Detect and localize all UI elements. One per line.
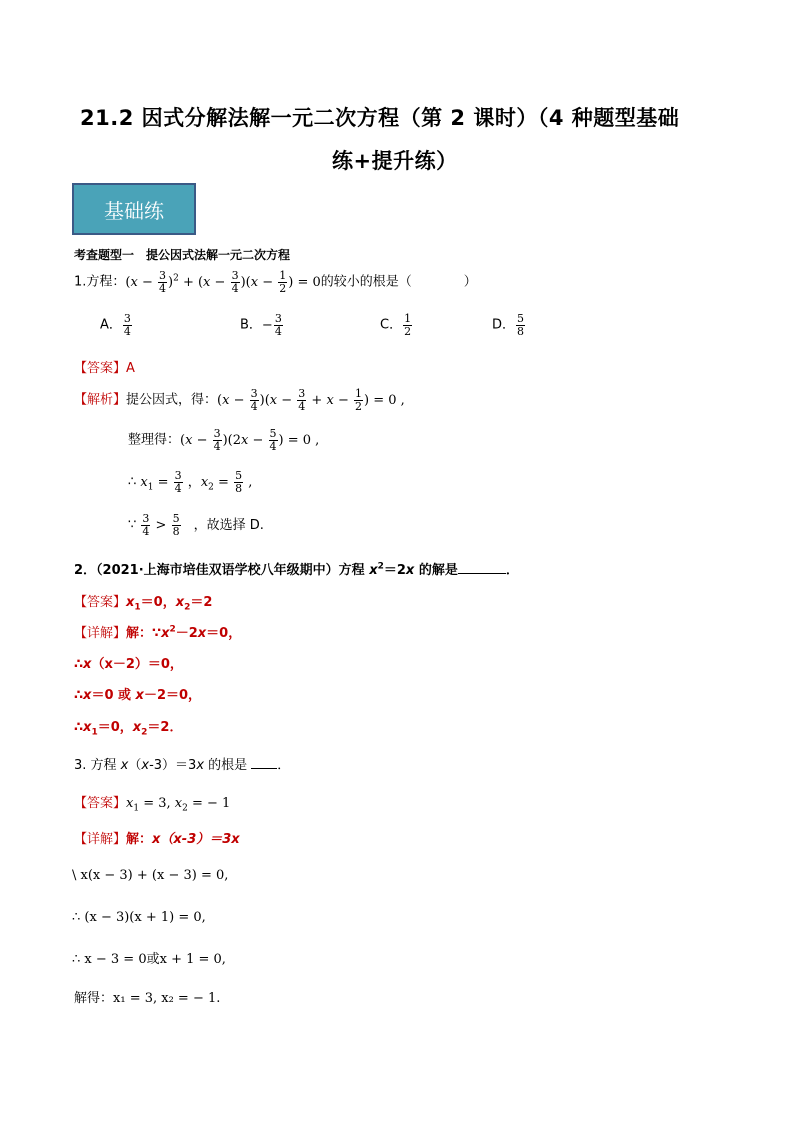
q3-detail: 【详解】解：x（x-3）＝3x — [74, 832, 240, 847]
answer-tag: 【答案】 — [74, 361, 127, 376]
q1-equation: (x − $\frac{3}{4}$ )$^2$ + (x − $\frac{3}{4}$ )(x − $\frac{1}{2}$ ) = 0 — [125, 269, 321, 295]
question-1 — [74, 270, 477, 294]
section-badge: 基础练 — [72, 183, 196, 235]
answer-tag: 【答案】 — [74, 796, 127, 811]
page-title-line-1: 21.2 因式分解法解一元二次方程（第 2 课时）（4 种题型基础 — [80, 106, 680, 130]
q3-line-1: \ x(x − 3) + (x − 3) = 0, — [72, 868, 229, 883]
q2-line-3: ∴x＝0 或 x－2＝0， — [74, 688, 202, 703]
q2-line-4: $\therefore x_1=0$，$x_2=2$． — [74, 720, 183, 738]
option-d: D． $\frac{5}{8}$ — [492, 312, 525, 338]
answer-tag: 【答案】 — [74, 595, 127, 610]
detail-tag: 【详解】 — [74, 626, 127, 641]
option-b: B．− $\frac{3}{4}$ — [240, 312, 282, 338]
option-a: A． $\frac{3}{4}$ — [100, 312, 131, 338]
answer-value: A — [126, 361, 135, 376]
question-3: 3. 方程 x（x-3）＝3x 的根是 ． — [74, 758, 291, 773]
q1-prefix: 1.方程： — [74, 274, 126, 290]
q3-solution: 解得：x₁ = 3, x₂ = − 1. — [74, 991, 221, 1006]
q3-line-3: ∴ x − 3 = 0或x + 1 = 0, — [72, 952, 226, 967]
page-title-line-2: 练+提升练） — [332, 149, 458, 173]
q1-step-3: ∴ $x_1$ = $\frac{3}{4}$ ，$x_2$ = $\frac{5}{8}$ , — [128, 469, 253, 495]
question-2: 2．（2021·上海市培佳双语学校八年级期中）方程 $x^2=2x$ 的解是 ． — [74, 561, 519, 578]
q1-step-4: ∵ $\frac{3}{4}$ > $\frac{5}{8}$ ，故选择 D. — [128, 512, 264, 538]
analysis-tag: 【解析】 — [74, 392, 127, 408]
option-c: C． $\frac{1}{2}$ — [380, 312, 412, 338]
detail-tag: 【详解】 — [74, 832, 127, 847]
analysis-equation-1: (x − $\frac{3}{4}$ )(x − $\frac{3}{4}$ + x − $\frac{1}{2}$ ) = 0 , — [217, 387, 405, 413]
q1-analysis: 【解析】提公因式，得：(x − $\frac{3}{4}$ )(x − $\frac{3}{4}$ + x − $\frac{1}{2}$ ) = 0 , — [74, 387, 405, 413]
q2-answer: 【答案】$x_1=0$，$x_2=2$ — [74, 595, 213, 613]
q1-answer — [74, 357, 135, 376]
q2-detail: 【详解】解：$\because x^2-2x=0$， — [74, 624, 242, 641]
q1-step-2: 整理得：(x − $\frac{3}{4}$ )(2x − $\frac{5}{4}$ ) = 0 , — [128, 427, 320, 453]
q1-suffix: 的较小的根是（ ） — [320, 274, 477, 290]
q2-line-2: ∴x（x－2）＝0， — [74, 657, 183, 672]
q3-answer: 【答案】$x_1 = 3$, $x_2$ = − 1 — [74, 796, 231, 814]
q3-line-2: ∴ (x − 3)(x + 1) = 0, — [72, 910, 206, 925]
section-heading: 考查题型一 提公因式法解一元二次方程 — [74, 248, 291, 262]
